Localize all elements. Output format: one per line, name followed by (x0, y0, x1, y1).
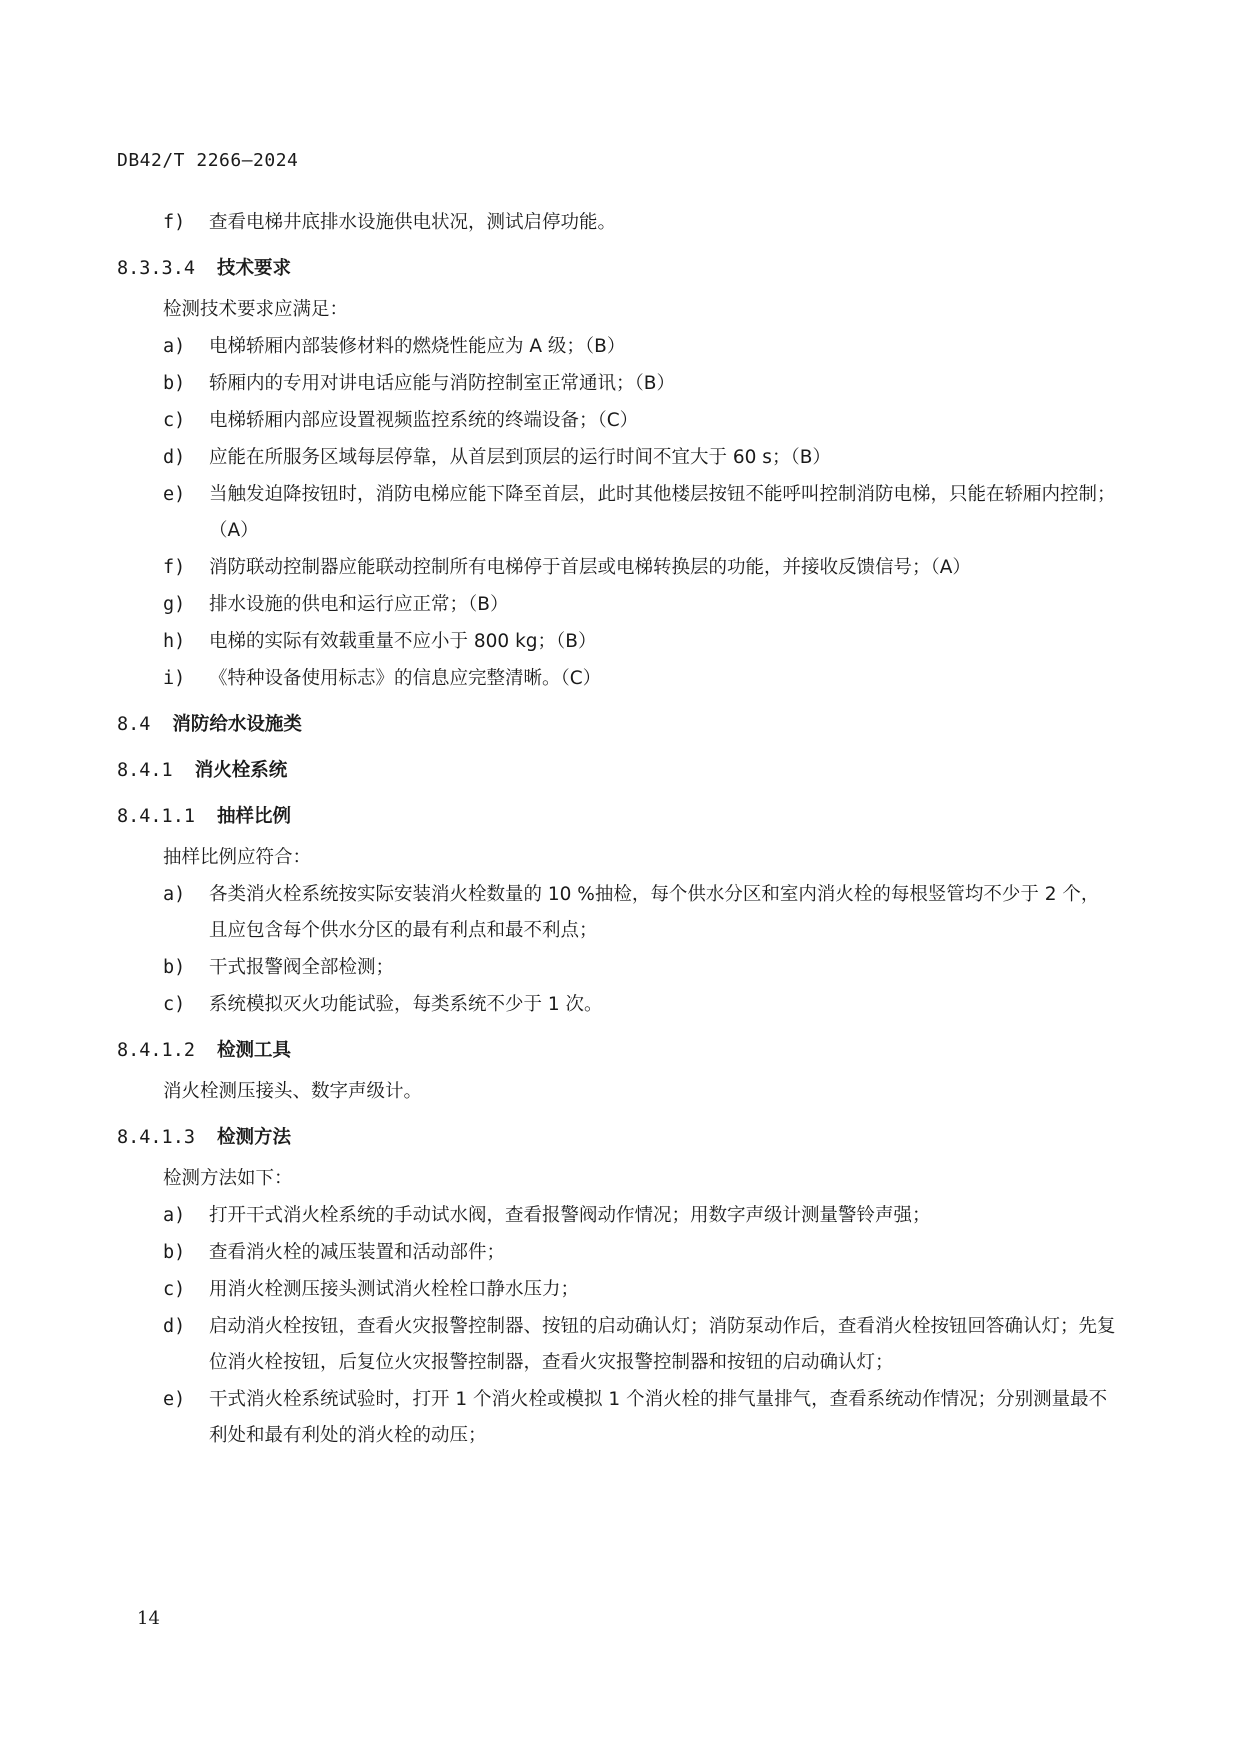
list-marker: c) (163, 1279, 186, 1300)
list-item (117, 661, 1117, 697)
list-marker: i) (163, 668, 186, 689)
list-marker: a) (163, 884, 186, 905)
list-item-text: 排水设施的供电和运行应正常；（B） (209, 594, 509, 615)
list-marker: e) (163, 1389, 186, 1410)
list-item (117, 1309, 1117, 1381)
list-item-text: 消防联动控制器应能联动控制所有电梯停于首层或电梯转换层的功能，并接收反馈信号；（A） (209, 557, 971, 578)
list-item (117, 440, 1117, 476)
list-item-text: 轿厢内的专用对讲电话应能与消防控制室正常通讯；（B） (209, 373, 675, 394)
list-marker: c) (163, 410, 186, 431)
list-item-text: 电梯的实际有效载重量不应小于 800 kg；（B） (209, 631, 597, 652)
list-marker: d) (163, 1316, 186, 1337)
section-number: 8.4.1 (117, 760, 173, 781)
section-heading-8413 (117, 1120, 1117, 1156)
section-heading-841 (117, 753, 1117, 789)
section-intro: 消火栓测压接头、数字声级计。 (163, 1081, 423, 1102)
list-marker: b) (163, 957, 186, 978)
list-item-text: 打开干式消火栓系统的手动试水阀，查看报警阀动作情况；用数字声级计测量警铃声强； (209, 1205, 931, 1226)
list-item (117, 624, 1117, 660)
list-item (117, 950, 1117, 986)
list-item (117, 329, 1117, 365)
section-number: 8.4.1.3 (117, 1127, 195, 1148)
section-heading-8334 (117, 251, 1117, 287)
section-number: 8.4 (117, 714, 151, 735)
list-item-text: 各类消火栓系统按实际安装消火栓数量的 10 %抽检，每个供水分区和室内消火栓的每根竖管均不少于 2 个，且应包含每个供水分区的最有利点和最不利点； (209, 884, 1100, 941)
section-number: 8.4.1.2 (117, 1040, 195, 1061)
list-marker: d) (163, 447, 186, 468)
section-intro: 抽样比例应符合： (163, 847, 312, 868)
section-number: 8.3.3.4 (117, 258, 195, 279)
list-marker: b) (163, 1242, 186, 1263)
section-heading-84 (117, 707, 1117, 743)
list-item-text: 启动消火栓按钮，查看火灾报警控制器、按钮的启动确认灯；消防泵动作后，查看消火栓按钮回答确认灯；先复位消火栓按钮，后复位火灾报警控制器，查看火灾报警控制器和按钮的启动确认灯； (209, 1316, 1116, 1373)
list-item (117, 1272, 1117, 1308)
list-item-text: 查看消火栓的减压装置和活动部件； (209, 1242, 506, 1263)
list-item-text: 干式报警阀全部检测； (209, 957, 395, 978)
list-item-text: 干式消火栓系统试验时，打开 1 个消火栓或模拟 1 个消火栓的排气量排气，查看系统动作情况；分别测量最不利处和最有利处的消火栓的动压； (209, 1389, 1108, 1446)
section-heading-8411 (117, 799, 1117, 835)
list-item (117, 366, 1117, 402)
section-number: 8.4.1.1 (117, 806, 195, 827)
section-title: 消防给水设施类 (172, 714, 302, 735)
list-marker: a) (163, 336, 186, 357)
section-title: 抽样比例 (216, 806, 291, 827)
section-intro: 检测技术要求应满足： (163, 299, 349, 320)
list-item-text: 当触发迫降按钮时，消防电梯应能下降至首层，此时其他楼层按钮不能呼叫控制消防电梯，只能在轿厢内控制；（A） (209, 484, 1116, 541)
list-item (117, 205, 1117, 241)
section-title: 检测方法 (216, 1127, 291, 1148)
document-id: DB42/T 2266—2024 (117, 150, 299, 171)
section-title: 消火栓系统 (194, 760, 288, 781)
list-item-text: 电梯轿厢内部装修材料的燃烧性能应为 A 级；（B） (209, 336, 626, 357)
document-body (117, 205, 1117, 1455)
list-item (117, 403, 1117, 439)
list-marker: f) (163, 212, 186, 233)
list-item-text: 应能在所服务区域每层停靠，从首层到顶层的运行时间不宜大于 60 s；（B） (209, 447, 831, 468)
list-item-text: 《特种设备使用标志》的信息应完整清晰。（C） (209, 668, 602, 689)
list-item (117, 877, 1117, 949)
list-marker: c) (163, 994, 186, 1015)
list-item-text: 查看电梯井底排水设施供电状况，测试启停功能。 (209, 212, 617, 233)
list-item (117, 1382, 1117, 1454)
section-heading-8412 (117, 1033, 1117, 1069)
list-marker: g) (163, 594, 186, 615)
section-title: 检测工具 (216, 1040, 291, 1061)
page-number: 14 (137, 1608, 160, 1629)
list-marker: e) (163, 484, 186, 505)
list-marker: a) (163, 1205, 186, 1226)
list-item (117, 587, 1117, 623)
list-item (117, 550, 1117, 586)
list-item (117, 1235, 1117, 1271)
list-item (117, 477, 1117, 549)
list-item (117, 987, 1117, 1023)
list-marker: b) (163, 373, 186, 394)
list-item-text: 电梯轿厢内部应设置视频监控系统的终端设备；（C） (209, 410, 639, 431)
section-title: 技术要求 (216, 258, 291, 279)
list-item (117, 1198, 1117, 1234)
list-marker: h) (163, 631, 186, 652)
list-marker: f) (163, 557, 186, 578)
list-item-text: 系统模拟灭火功能试验，每类系统不少于 1 次。 (209, 994, 603, 1015)
list-item-text: 用消火栓测压接头测试消火栓栓口静水压力； (209, 1279, 580, 1300)
section-intro: 检测方法如下： (163, 1168, 293, 1189)
